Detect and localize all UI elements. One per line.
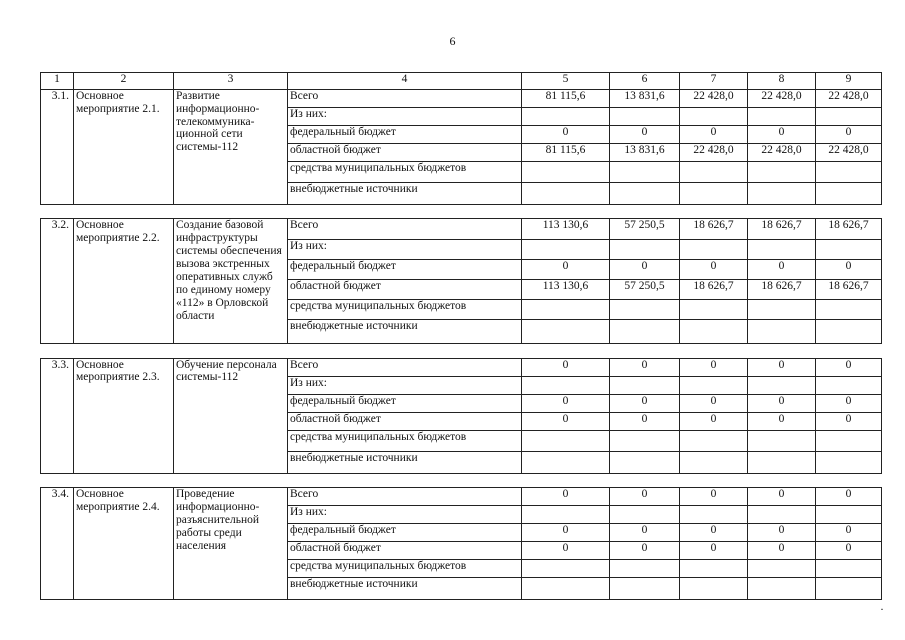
amount-cell [610,376,680,394]
amount-cell: 22 428,0 [816,89,882,107]
amount-cell [522,578,610,600]
section-index: 3.4. [41,488,74,600]
amount-cell: 18 626,7 [680,219,748,239]
amount-cell [610,452,680,474]
funding-source-label: внебюджетные источники [288,320,522,344]
amount-cell [522,183,610,205]
amount-cell: 0 [748,125,816,143]
amount-cell: 0 [816,358,882,376]
column-header: 4 [288,73,522,90]
amount-cell [610,560,680,578]
amount-cell: 0 [748,488,816,506]
amount-cell [748,239,816,259]
amount-cell: 0 [680,542,748,560]
amount-cell [610,578,680,600]
amount-cell [816,161,882,183]
section-index: 3.1. [41,89,74,204]
funding-source-label: Из них: [288,506,522,524]
amount-cell: 18 626,7 [816,279,882,299]
funding-source-label: федеральный бюджет [288,259,522,279]
amount-cell [680,161,748,183]
funding-source-label: внебюджетные источники [288,452,522,474]
section-activity: Основное мероприятие 2.1. [74,89,174,204]
amount-cell: 0 [522,394,610,412]
amount-cell [680,376,748,394]
amount-cell: 13 831,6 [610,143,680,161]
amount-cell [816,183,882,205]
amount-cell [680,299,748,319]
amount-cell: 0 [522,524,610,542]
amount-cell: 0 [610,394,680,412]
funding-source-label: областной бюджет [288,143,522,161]
amount-cell [522,320,610,344]
section-index: 3.3. [41,358,74,473]
spacer-cell [41,473,882,487]
amount-cell [522,506,610,524]
section-index: 3.2. [41,219,74,344]
funding-source-label: средства муниципальных бюджетов [288,430,522,452]
amount-cell [610,430,680,452]
amount-cell [610,183,680,205]
funding-source-label: средства муниципальных бюджетов [288,560,522,578]
amount-cell [748,578,816,600]
amount-cell: 0 [748,259,816,279]
amount-cell [610,239,680,259]
amount-cell [610,107,680,125]
table-row [41,358,882,376]
amount-cell [748,161,816,183]
amount-cell: 0 [680,412,748,430]
amount-cell: 0 [610,542,680,560]
amount-cell: 0 [680,125,748,143]
amount-cell [748,430,816,452]
budget-table [40,72,882,600]
amount-cell: 0 [522,125,610,143]
amount-cell [816,430,882,452]
amount-cell: 0 [522,542,610,560]
amount-cell [816,578,882,600]
amount-cell [680,578,748,600]
amount-cell: 0 [522,259,610,279]
funding-source-label: внебюджетные источники [288,578,522,600]
amount-cell: 0 [748,412,816,430]
section-activity: Основное мероприятие 2.2. [74,219,174,344]
funding-source-label: Из них: [288,107,522,125]
funding-source-label: областной бюджет [288,279,522,299]
amount-cell: 57 250,5 [610,219,680,239]
amount-cell [680,239,748,259]
column-header: 6 [610,73,680,90]
amount-cell: 0 [610,524,680,542]
amount-cell: 0 [816,125,882,143]
amount-cell [680,560,748,578]
column-header: 8 [748,73,816,90]
funding-source-label: средства муниципальных бюджетов [288,161,522,183]
amount-cell [680,183,748,205]
amount-cell: 13 831,6 [610,89,680,107]
section-description: Развитие информационно-телекоммуника-ционной сети системы-112 [174,89,288,204]
amount-cell: 0 [680,488,748,506]
amount-cell [680,320,748,344]
amount-cell [522,430,610,452]
amount-cell [522,452,610,474]
amount-cell [816,239,882,259]
funding-source-label: средства муниципальных бюджетов [288,299,522,319]
amount-cell [522,560,610,578]
column-header: 2 [74,73,174,90]
header-row [41,73,882,90]
amount-cell: 81 115,6 [522,89,610,107]
amount-cell: 22 428,0 [816,143,882,161]
amount-cell: 18 626,7 [680,279,748,299]
amount-cell: 0 [522,488,610,506]
funding-source-label: Всего [288,219,522,239]
funding-source-label: Всего [288,89,522,107]
funding-source-label: Всего [288,488,522,506]
section-spacer [41,473,882,487]
amount-cell: 18 626,7 [816,219,882,239]
funding-source-label: Всего [288,358,522,376]
page-number: 6 [449,34,456,48]
column-header: 5 [522,73,610,90]
amount-cell [748,560,816,578]
amount-cell [748,183,816,205]
amount-cell [522,299,610,319]
funding-source-label: областной бюджет [288,542,522,560]
amount-cell: 0 [522,412,610,430]
amount-cell: 113 130,6 [522,279,610,299]
amount-cell: 18 626,7 [748,279,816,299]
amount-cell: 0 [816,542,882,560]
column-header: 3 [174,73,288,90]
table-row [41,219,882,239]
amount-cell: 0 [610,412,680,430]
amount-cell: 57 250,5 [610,279,680,299]
amount-cell [680,506,748,524]
section-description: Проведение информационно-разъяснительной работы среди населения [174,488,288,600]
section-description: Создание базовой инфраструктуры системы обеспечения вызова экстренных оперативных служб по единому номеру «112» в Орловской области [174,219,288,344]
amount-cell [816,452,882,474]
amount-cell: 0 [680,394,748,412]
amount-cell: 0 [816,412,882,430]
funding-source-label: федеральный бюджет [288,394,522,412]
amount-cell [748,376,816,394]
column-header: 7 [680,73,748,90]
section-activity: Основное мероприятие 2.4. [74,488,174,600]
amount-cell [816,299,882,319]
amount-cell: 0 [816,488,882,506]
spacer-cell [41,204,882,218]
amount-cell: 81 115,6 [522,143,610,161]
amount-cell: 0 [816,259,882,279]
spacer-cell [41,344,882,358]
section-activity: Основное мероприятие 2.3. [74,358,174,473]
funding-source-label: Из них: [288,239,522,259]
amount-cell: 22 428,0 [680,89,748,107]
table-body [41,73,882,600]
amount-cell: 0 [748,542,816,560]
column-header: 9 [816,73,882,90]
amount-cell: 0 [748,358,816,376]
amount-cell [748,299,816,319]
funding-source-label: Из них: [288,376,522,394]
amount-cell [610,506,680,524]
amount-cell [748,506,816,524]
amount-cell: 22 428,0 [748,143,816,161]
amount-cell [816,506,882,524]
amount-cell [748,107,816,125]
column-header: 1 [41,73,74,90]
amount-cell [816,107,882,125]
amount-cell [522,161,610,183]
amount-cell [816,320,882,344]
amount-cell: 0 [610,259,680,279]
amount-cell: 22 428,0 [748,89,816,107]
amount-cell [680,430,748,452]
amount-cell [748,452,816,474]
amount-cell: 18 626,7 [748,219,816,239]
amount-cell: 0 [680,524,748,542]
amount-cell [610,320,680,344]
section-spacer [41,344,882,358]
amount-cell [610,299,680,319]
table-row [41,89,882,107]
section-spacer [41,204,882,218]
amount-cell: 0 [522,358,610,376]
amount-cell [522,376,610,394]
table-row [41,488,882,506]
funding-source-label: федеральный бюджет [288,125,522,143]
amount-cell: 0 [610,125,680,143]
section-description: Обучение персонала системы-112 [174,358,288,473]
funding-source-label: внебюджетные источники [288,183,522,205]
amount-cell [816,376,882,394]
amount-cell: 0 [748,394,816,412]
amount-cell [522,107,610,125]
amount-cell: 0 [680,358,748,376]
amount-cell: 113 130,6 [522,219,610,239]
amount-cell: 0 [816,524,882,542]
funding-source-label: областной бюджет [288,412,522,430]
amount-cell: 0 [816,394,882,412]
amount-cell [680,107,748,125]
funding-source-label: федеральный бюджет [288,524,522,542]
amount-cell: 0 [680,259,748,279]
amount-cell [816,560,882,578]
amount-cell [522,239,610,259]
amount-cell [748,320,816,344]
amount-cell: 0 [748,524,816,542]
amount-cell: 0 [610,358,680,376]
amount-cell: 0 [610,488,680,506]
page-mark: · [880,602,884,616]
amount-cell: 22 428,0 [680,143,748,161]
amount-cell [680,452,748,474]
amount-cell [610,161,680,183]
